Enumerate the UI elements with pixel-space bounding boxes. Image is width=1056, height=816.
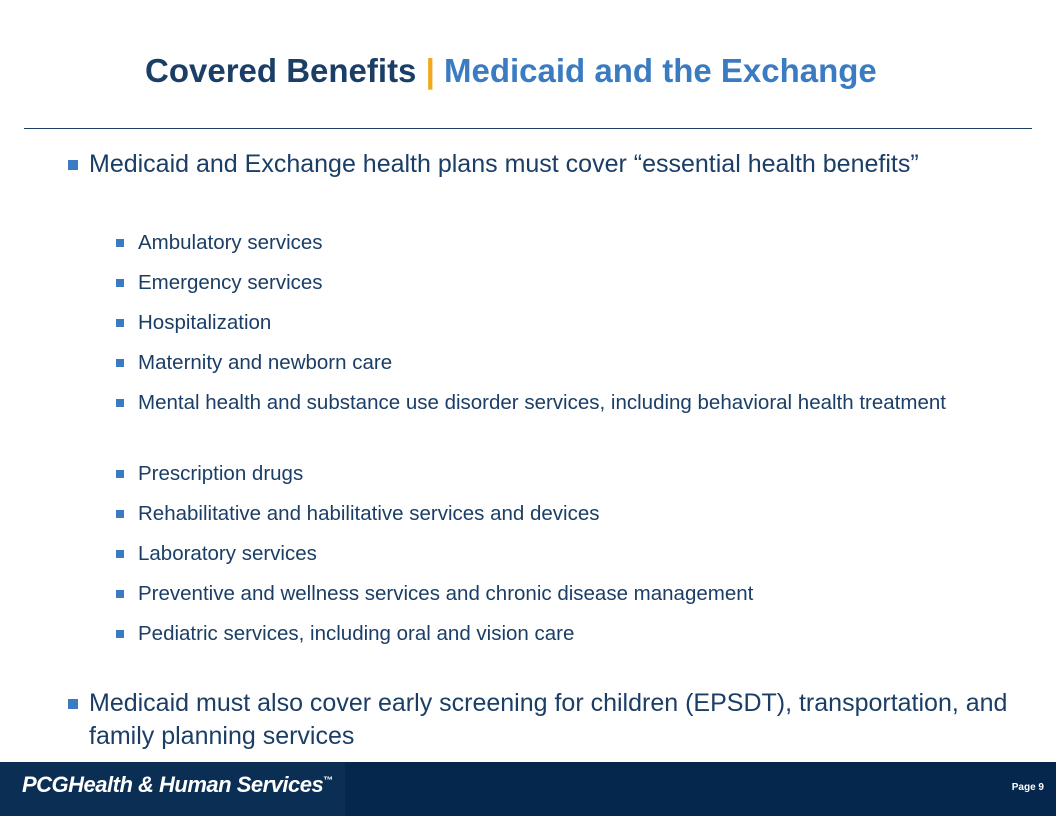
list-item-text: Ambulatory services [138, 231, 323, 254]
square-bullet-icon [68, 699, 78, 709]
title-separator: | [425, 52, 435, 89]
list-item-text: Rehabilitative and habilitative services and devices [138, 502, 600, 525]
page-number: Page 9 [1011, 782, 1044, 793]
square-bullet-icon [116, 279, 124, 287]
list-item [116, 500, 1026, 528]
title-main: Covered Benefits [145, 52, 417, 89]
list-item [116, 269, 1026, 297]
square-bullet-icon [116, 239, 124, 247]
list-item-text: Emergency services [138, 271, 323, 294]
list-item [116, 389, 1026, 417]
list-item [116, 309, 1026, 337]
list-item [116, 460, 1026, 488]
list-item-text: Laboratory services [138, 542, 317, 565]
square-bullet-icon [116, 630, 124, 638]
square-bullet-icon [116, 510, 124, 518]
list-item-text: Pediatric services, including oral and vision care [138, 622, 575, 645]
list-item-text: Prescription drugs [138, 462, 304, 485]
square-bullet-icon [116, 470, 124, 478]
list-item [116, 620, 1026, 648]
square-bullet-icon [68, 160, 78, 170]
bullet-essential-benefits [68, 148, 1028, 181]
square-bullet-icon [116, 319, 124, 327]
square-bullet-icon [116, 359, 124, 367]
title-subtitle: Medicaid and the Exchange [444, 52, 877, 89]
list-item-text: Mental health and substance use disorder services, including behavioral health treatment [138, 391, 946, 414]
bullet-medicaid-extra [68, 687, 1028, 753]
company-logo [22, 772, 333, 798]
square-bullet-icon [116, 399, 124, 407]
slide-title [145, 52, 877, 90]
list-item [116, 580, 1026, 608]
title-divider [24, 128, 1032, 129]
bullet-text: Medicaid must also cover early screening for children (EPSDT), transportation, and family planning services [89, 689, 1008, 750]
list-item-text: Hospitalization [138, 311, 272, 334]
trademark-symbol: ™ [323, 775, 333, 787]
brand-block [0, 762, 345, 816]
footer-bar [0, 762, 1056, 816]
square-bullet-icon [116, 550, 124, 558]
bullet-text: Medicaid and Exchange health plans must cover “essential health benefits” [89, 150, 919, 178]
list-item-text: Preventive and wellness services and chronic disease management [138, 582, 754, 605]
square-bullet-icon [116, 590, 124, 598]
list-item-text: Maternity and newborn care [138, 351, 393, 374]
list-item [116, 540, 1026, 568]
logo-text: PCGHealth & Human Services [22, 772, 324, 797]
list-item [116, 349, 1026, 377]
list-item [116, 229, 1026, 257]
